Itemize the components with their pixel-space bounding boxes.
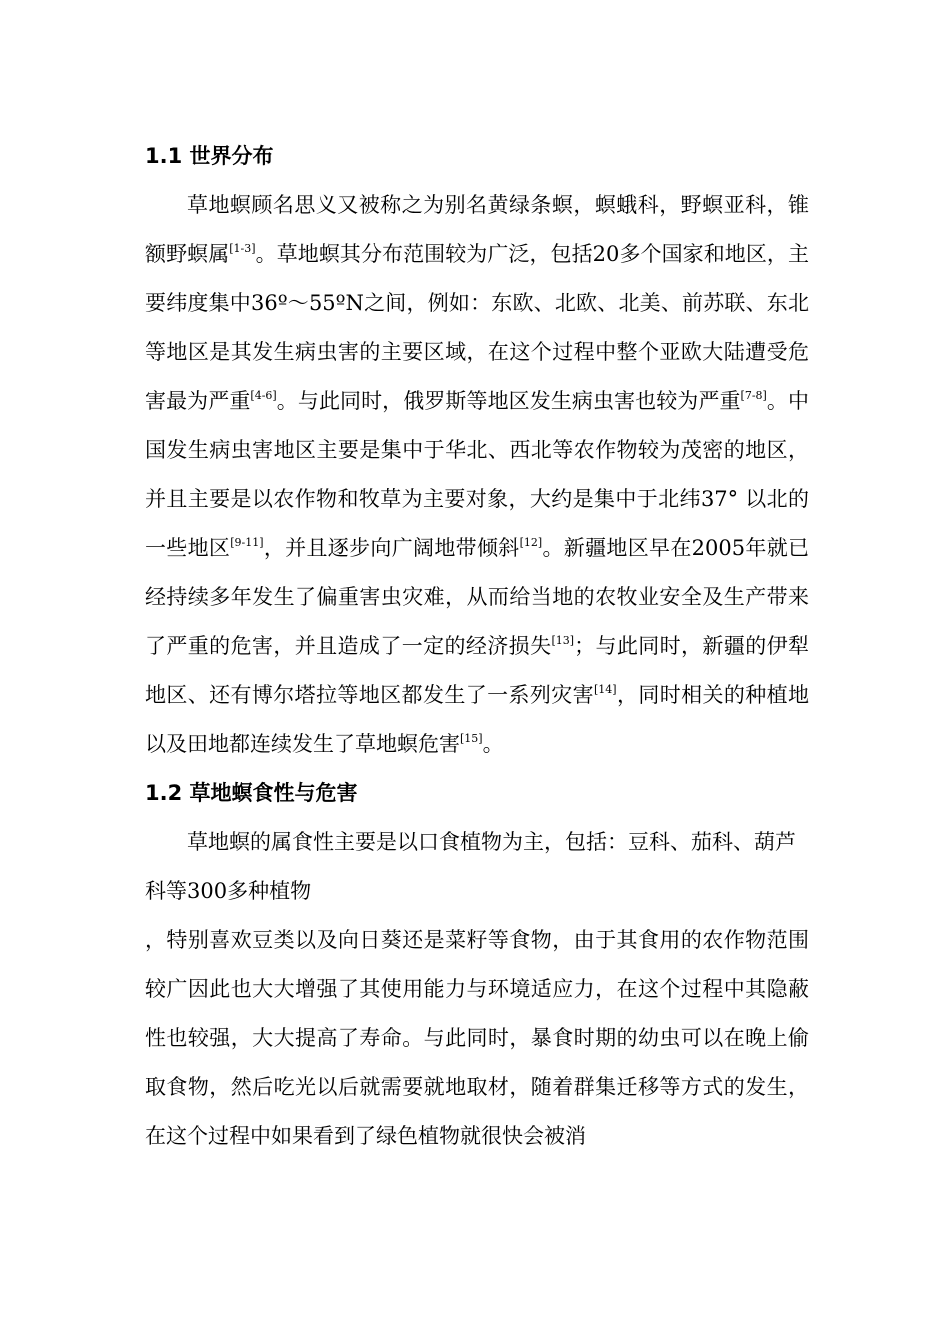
paragraph-text-segment: ，并且逐步向广阔地带倾斜	[263, 536, 520, 560]
paragraph-text-segment: ，同时相关的种植地以及田地都连续发生了草地螟危害	[145, 683, 809, 756]
paragraph-text-segment: 。与此同时，俄罗斯等地区发生病虫害也较为严重	[276, 389, 741, 413]
citation-ref: [12]	[519, 536, 543, 549]
document-body	[145, 132, 809, 1161]
citation-ref: [4-6]	[250, 389, 277, 402]
paragraph-text-segment: 。草地螟其分布范围较为广泛，包括20多个国家和地区，主要纬度集中36º～55ºN之间，例如：东欧、北欧、北美、前苏联、东北等地区是其发生病虫害的主要区域，在这个过程中整个亚欧大陆遭受危害最为严重	[145, 242, 809, 413]
citation-ref: [7-8]	[740, 389, 767, 402]
paragraph-text-segment: 。	[482, 732, 504, 756]
citation-ref: [13]	[551, 634, 575, 647]
paragraph-text-segment: 。新疆地区早在2005年就已经持续多年发生了偏重害虫灾难，从而给当地的农牧业安全及生产带来了严重的危害，并且造成了一定的经济损失	[145, 536, 810, 658]
citation-ref: [9-11]	[230, 536, 264, 549]
section-heading-world-distribution: 1.1 世界分布	[145, 144, 274, 168]
citation-ref: [14]	[593, 683, 617, 696]
paragraph-diet-intro: 草地螟的属食性主要是以口食植物为主，包括：豆科、茄科、葫芦科等300多种植物	[145, 830, 796, 903]
section-heading-diet-and-damage: 1.2 草地螟食性与危害	[145, 781, 358, 805]
paragraph-text-segment: ；与此同时，新疆的伊犁地区、还有博尔塔拉等地区都发生了一系列灾害	[145, 634, 810, 707]
paragraph-text-segment: 草地螟顾名思义又被称之为别名黄绿条螟，螟蛾科，野螟亚科，锥额野螟属	[145, 193, 809, 266]
citation-ref: [1-3]	[229, 242, 256, 255]
paragraph-text-segment: 。中国发生病虫害地区主要是集中于华北、西北等农作物较为茂密的地区，并且主要是以农作物和牧草为主要对象，大约是集中于北纬37° 以北的一些地区	[145, 389, 810, 560]
citation-ref: [15]	[460, 732, 483, 745]
paragraph-diet-details: ，特别喜欢豆类以及向日葵还是菜籽等食物，由于其食用的农作物范围较广因此也大大增强了其使用能力与环境适应力，在这个过程中其隐蔽性也较强，大大提高了寿命。与此同时，暴食时期的幼虫可以在晚上偷取食物，然后吃光以后就需要就地取材，随着群集迁移等方式的发生，在这个过程中如果看到了绿色植物就很快会被消	[145, 928, 809, 1148]
paragraph-world-distribution	[145, 181, 809, 769]
